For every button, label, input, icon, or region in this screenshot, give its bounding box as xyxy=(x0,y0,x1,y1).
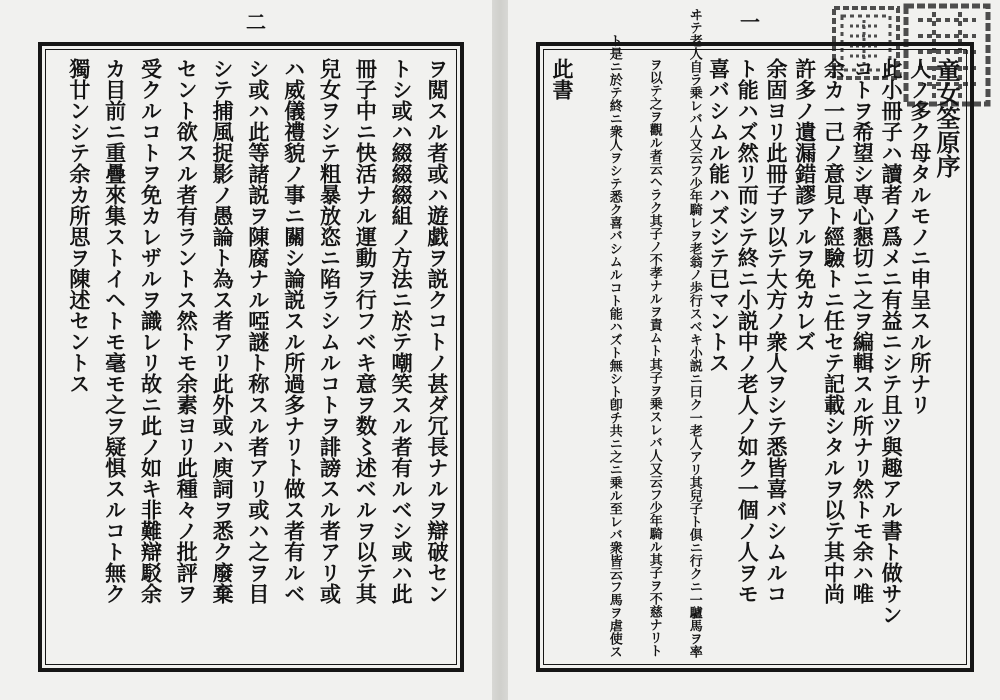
text-column: ト能ハズ然リ而シテ終ニ小説中ノ老人ノ如ク一個ノ人ヲモ xyxy=(735,58,761,604)
text-column: 許多ノ遺漏錯謬アルヲ免カレズ xyxy=(792,58,818,352)
text-column: 此小冊子ハ讀者ノ爲メニ有益ニシテ且ツ與趣アル書ト做サン xyxy=(879,58,905,625)
closing-signature: 此書 xyxy=(549,58,575,100)
text-column: シ或ハ此等諸説ヲ陳腐ナル啞謎ト称スル者アリ或ハ之ヲ目 xyxy=(245,58,271,604)
text-column: 冊子中ニ快活ナル運動ヲ行フベキ意ヲ数〻述ベルヲ以テ其 xyxy=(353,58,379,604)
annotation-line: ト是ニ於テ終ニ衆人ヲシテ悉ク喜バシムルコト能ハズト xyxy=(606,34,622,359)
preface-subtitle: 人ノ多ク母タルモノニ申呈スル所ナリ xyxy=(907,58,933,415)
left-text-columns xyxy=(54,58,448,656)
annotation-line: ヰテ老人自ラ乗レバ人又云フ少年騎レヲ老翁ノ歩行スベキ xyxy=(686,8,702,346)
text-column: 兒女ヲシテ粗暴放恣ニ陷ラシムルコトヲ誹謗スル者アリ或 xyxy=(317,58,343,604)
right-page xyxy=(508,0,1000,700)
annotation-line: 小説ニ曰ク一老人アリ其兒子ト俱ニ行クニ一驢馬ヲ率 xyxy=(686,346,702,658)
text-column: トシ或ハ綴綴綴組ノ方法ニ於テ嘲笑スル者有ルベシ或ハ此 xyxy=(389,58,415,604)
right-text-columns xyxy=(549,8,961,658)
annotation-column xyxy=(581,34,622,658)
text-column: シテ捕風捉影ノ愚論ト為ス者アリ此外或ハ庾詞ヲ悉ク廢棄 xyxy=(210,58,236,604)
right-text-frame xyxy=(536,8,974,672)
text-column: 獨廿ンシテ余カ所思ヲ陳述セントス xyxy=(66,58,92,394)
annotation-column xyxy=(621,58,661,658)
text-column: ハ威儀禮貌ノ事ニ關シ論説スル所過多ナリト做ス者有ルベ xyxy=(281,58,307,604)
right-page-number: 一 xyxy=(740,10,760,34)
text-column: 受クルコトヲ免カレザルヲ識レリ故ニ此ノ如キ非難辯駁余 xyxy=(138,58,164,604)
text-column: 喜バシムル能ハズシテ已マントス xyxy=(706,58,732,373)
text-column: コトヲ希望シ専心懇切ニ之ヲ編輯スル所ナリ然トモ余ハ唯 xyxy=(850,58,876,604)
left-page xyxy=(0,0,492,700)
text-column: ヲ閲スル者或ハ遊戯ヲ説クコトノ甚ダ冗長ナルヲ辯破セン xyxy=(424,58,450,604)
annotation-line: 無シト卽チ共ニ之ニ乗ル至レバ衆皆云フ馬ヲ虐使ス xyxy=(606,359,622,658)
text-column: 余カ一己ノ意見ト經驗トニ任セテ記載シタルヲ以テ其中尚 xyxy=(821,58,847,604)
text-column: セント欲スル者有ラントス然トモ余素ヨリ此種々ノ批評ヲ xyxy=(174,58,200,604)
text-column: カ目前ニ重疊來集ストイヘトモ毫モ之ヲ疑惧スルコト無ク xyxy=(102,58,128,604)
preface-title: 童女筌原序 xyxy=(932,58,961,178)
text-column: 余固ヨリ此冊子ヲ以テ大方ノ衆人ヲシテ悉皆喜バシムルコ xyxy=(764,58,790,604)
book-gutter xyxy=(492,0,508,700)
annotation-line: 其子ヲ乗スレバ人又云フ少年騎ル其子ヲ不慈ナリト xyxy=(646,358,662,657)
closing-text xyxy=(549,58,581,658)
annotation-column xyxy=(661,8,702,658)
left-page-number: 二 xyxy=(246,10,266,34)
left-text-frame xyxy=(38,42,464,672)
annotation-line: ヲ以テ之ヲ觀ル者云ヘラク其子ノ不孝ナルヲ責ムト xyxy=(646,58,662,357)
